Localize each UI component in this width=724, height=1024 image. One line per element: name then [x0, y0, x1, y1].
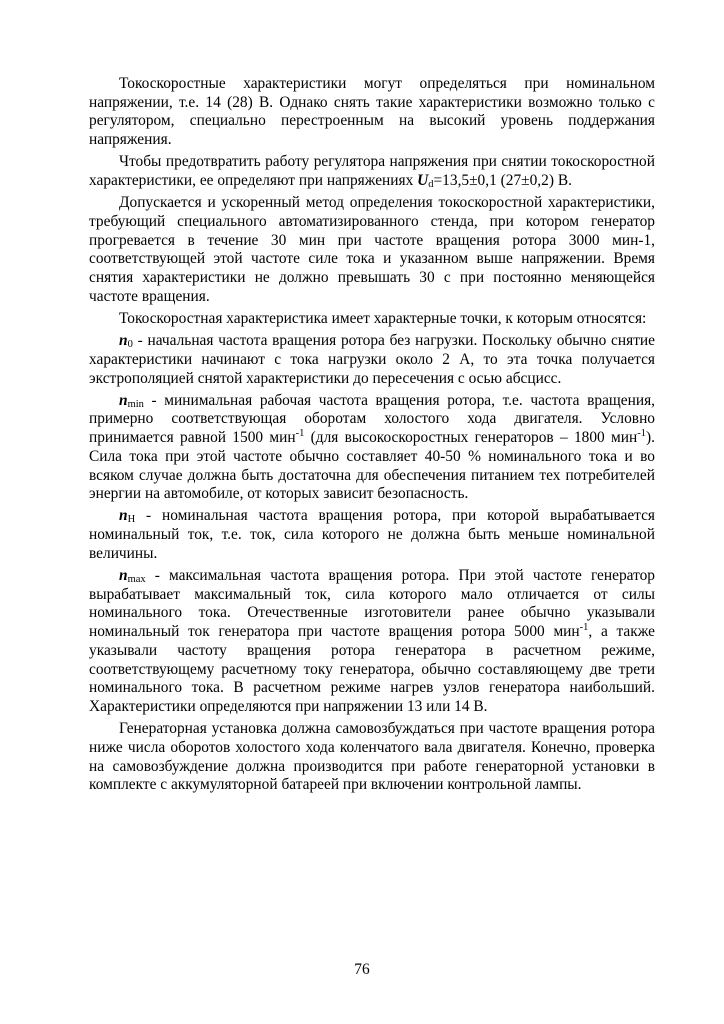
paragraph-9 — [89, 720, 655, 795]
nmax-subscript: max — [127, 574, 146, 586]
nmax-text-a: - максимальная частота вращения ротора. При этой частоте генератор вырабатывает максимальный ток, сила которого мало отличается от силы номинального тока. Отечественные изготовители ранее обычно указывали номинальный ток генератора при частоте вращения ротора 5000 мин — [89, 567, 655, 641]
paragraph-1 — [89, 75, 655, 150]
n0-text: - начальная частота вращения ротора без нагрузки. Поскольку обычно снятие характеристики начинают с тока нагрузки около 2 А, то эта точка получается экстрополяцией снятой характеристики до пересечения с осью абсцисс. — [89, 332, 655, 387]
nmin-symbol: n — [119, 391, 128, 409]
voltage-symbol: U — [417, 172, 429, 190]
paragraph-3 — [89, 194, 655, 306]
nmin-subscript: min — [127, 398, 144, 410]
paragraph-4-text: Токоскоростная характеристика имеет характерные точки, к которым относятся: — [119, 309, 647, 327]
voltage-symbol-subscript: d — [428, 179, 434, 191]
nh-symbol: n — [119, 507, 128, 525]
paragraph-n0 — [89, 332, 655, 388]
body-text — [89, 75, 655, 799]
paragraph-4 — [89, 310, 655, 329]
nmax-superscript: -1 — [579, 622, 589, 634]
paragraph-9-text: Генераторная установка должна самовозбуждаться при частоте вращения ротора ниже числа оборотов холостого хода коленчатого вала двигателя. Конечно, проверка на самовозбуждение должна производится при работе генераторной установки в комплекте с аккумуляторной батареей при включении контрольной лампы. — [89, 720, 655, 794]
nmin-superscript-a: -1 — [295, 428, 305, 440]
page-number: 76 — [354, 961, 370, 978]
paragraph-nh — [89, 507, 655, 563]
paragraph-3-text: Допускается и ускоренный метод определения токоскоростной характеристики, требующий специального автоматизированного стенда, при котором генератор прогревается в течение 30 мин при частоте вращения ротора 3000 мин-1, соответствующей этой частоте силе тока и указанном выше напряжении. Время снятия характеристики не должно превышать 30 с при постоянно меняющейся частоте вращения. — [89, 194, 655, 305]
paragraph-2-text: Чтобы предотвратить работу регулятора напряжения при снятии токоскоростной характеристики, ее определяют при напряжениях — [89, 153, 655, 190]
nh-text: - номинальная частота вращения ротора, при которой вырабатывается номинальный ток, т.е. ток, сила которого не должна быть меньше номинальной величины. — [89, 507, 655, 562]
nmax-symbol: n — [119, 567, 128, 585]
paragraph-nmin — [89, 392, 655, 504]
paragraph-2-tail: =13,5±0,1 (27±0,2) В. — [433, 172, 572, 190]
paragraph-1-text: Токоскоростные характеристики могут определяться при номинальном напряжении, т.е. 14 (28) В. Однако снять такие характеристики возможно только с регулятором, специально перестроенным на высокий уровень поддержания напряжения. — [89, 75, 655, 149]
n0-subscript: 0 — [127, 339, 133, 351]
nmin-text-a: - минимальная рабочая частота вращения ротора, т.е. частота вращения, примерно соответствующая оборотам холостого хода двигателя. Условно принимается равной 1500 мин — [89, 391, 655, 447]
paragraph-nmax — [89, 567, 655, 717]
paragraph-2 — [89, 153, 655, 190]
nmin-text-b: (для высокоскоростных генераторов – 1800 мин — [304, 429, 638, 447]
nh-subscript: Н — [127, 514, 136, 526]
nmin-text-c: ). Сила тока при этой частоте обычно составляет 40-50 % номинального тока и во всяком случае должна быть достаточна для обеспечения питанием тех потребителей энергии на автомобиле, от которых зависит безопасность. — [89, 429, 655, 503]
nmax-text-b: , а также указывали частоту вращения ротора генератора в расчетном режиме, соответствующему расчетному току генератора, обычно составляющему две трети номинального тока. В расчетном режиме нагрев узлов генератора наибольший. Характеристики определяются при напряжении 13 или 14 В. — [89, 623, 655, 715]
n0-symbol: n — [119, 332, 128, 350]
nmin-superscript-b: -1 — [637, 428, 646, 440]
